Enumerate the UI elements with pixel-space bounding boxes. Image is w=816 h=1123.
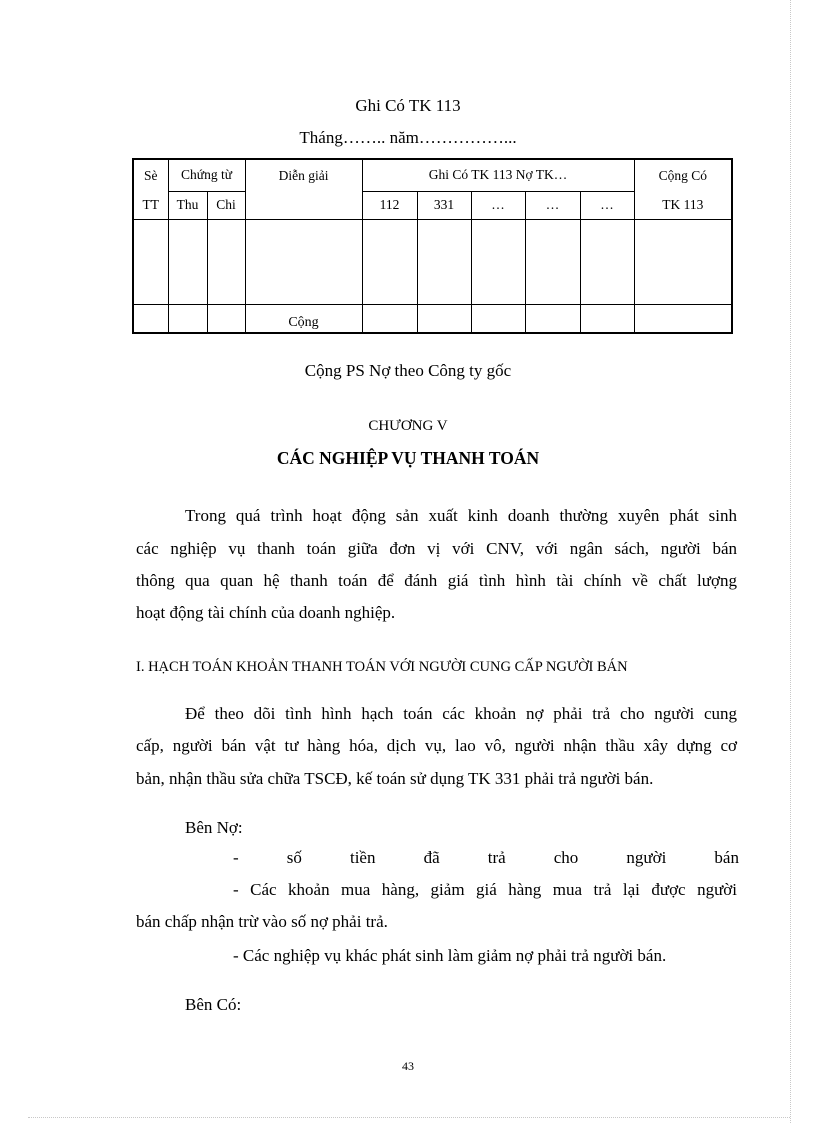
- header-diengiai-cont: [245, 191, 362, 219]
- word: tiền: [349, 848, 376, 867]
- table-caption: Cộng PS Nợ theo Công ty gốc: [304, 361, 512, 380]
- section-line: cấp, người bán vật tư hàng hóa, dịch vụ, lao vô, người nhận thầu xây dựng cơ: [136, 736, 737, 755]
- header-sub-account: …: [471, 191, 525, 219]
- table-cell: [133, 304, 168, 333]
- header-sub-account: …: [525, 191, 580, 219]
- table-cell: [417, 304, 471, 333]
- word: cho: [553, 848, 579, 867]
- ben-no-item-2-cont: bán chấp nhận trừ vào số nợ phải trả.: [136, 912, 388, 931]
- page-number: 43: [402, 1059, 414, 1073]
- header-sub-account: 331: [417, 191, 471, 219]
- section-heading: I. HẠCH TOÁN KHOẢN THANH TOÁN VỚI NGƯỜI CUNG CẤP NGƯỜI BÁN: [136, 659, 628, 675]
- word: bán: [714, 848, 739, 867]
- table-cell: [362, 219, 417, 304]
- intro-line: hoạt động tài chính của doanh nghiệp.: [136, 603, 396, 622]
- table-cell: [245, 219, 362, 304]
- word: người: [626, 848, 667, 867]
- word: số: [286, 848, 302, 867]
- intro-line: thông qua quan hệ thanh toán để đánh giá tình hình tài chính về chất lượng: [136, 571, 737, 590]
- word: đã: [423, 848, 440, 867]
- table-row: [133, 219, 732, 304]
- table-cell: [471, 304, 525, 333]
- header-congco-bottom: TK 113: [634, 191, 732, 219]
- table-cell: [417, 219, 471, 304]
- word: trả: [487, 848, 506, 867]
- ledger-table: [132, 158, 733, 334]
- ben-no-label: Bên Nợ:: [185, 818, 243, 837]
- header-chungtu: Chứng từ: [168, 159, 245, 191]
- table-title: Ghi Có TK 113: [355, 96, 461, 115]
- header-chi: Chi: [207, 191, 245, 219]
- table-cell: [207, 304, 245, 333]
- intro-line: Trong quá trình hoạt động sản xuất kinh doanh thường xuyên phát sinh: [185, 506, 737, 525]
- table-cell: [525, 219, 580, 304]
- ben-no-item-2: - Các khoản mua hàng, giảm giá hàng mua trả lại được người: [233, 880, 737, 899]
- header-sub-account: 112: [362, 191, 417, 219]
- total-row: [133, 304, 732, 333]
- table-cell: [580, 304, 634, 333]
- table-period: Tháng…….. năm……………...: [299, 128, 517, 147]
- header-stt-bottom: TT: [133, 191, 168, 219]
- chapter-title: CÁC NGHIỆP VỤ THANH TOÁN: [276, 448, 540, 468]
- ben-no-item-3: - Các nghiệp vụ khác phát sinh làm giảm nợ phải trả người bán.: [233, 946, 667, 965]
- intro-line: các nghiệp vụ thanh toán giữa đơn vị với CNV, với ngân sách, người bán: [136, 539, 737, 558]
- table-cell: [207, 219, 245, 304]
- header-ghico-group: Ghi Có TK 113 Nợ TK…: [362, 159, 634, 191]
- table-cell: [634, 219, 732, 304]
- section-line: Để theo dõi tình hình hạch toán các khoản nợ phải trả cho người cung: [185, 704, 737, 723]
- table-cell: [362, 304, 417, 333]
- header-stt-top: Sè: [133, 159, 168, 191]
- table-cell: [133, 219, 168, 304]
- table-cell: [471, 219, 525, 304]
- header-congco-top: Cộng Có: [634, 159, 732, 191]
- chapter-number: CHƯƠNG V: [368, 418, 448, 434]
- table-cell: [525, 304, 580, 333]
- header-sub-account: …: [580, 191, 634, 219]
- header-diengiai: Diễn giải: [245, 159, 362, 191]
- total-label: Cộng: [245, 304, 362, 333]
- page-edge-divider: [790, 0, 791, 1123]
- ben-co-label: Bên Có:: [185, 995, 242, 1014]
- table-cell: [168, 304, 207, 333]
- word: -: [233, 848, 239, 867]
- table-cell: [634, 304, 732, 333]
- header-thu: Thu: [168, 191, 207, 219]
- ben-no-item-1: [233, 848, 739, 868]
- table-cell: [168, 219, 207, 304]
- page-edge-divider: [28, 1117, 790, 1118]
- table-cell: [580, 219, 634, 304]
- section-line: bản, nhận thầu sửa chữa TSCĐ, kế toán sử dụng TK 331 phải trả người bán.: [136, 769, 654, 788]
